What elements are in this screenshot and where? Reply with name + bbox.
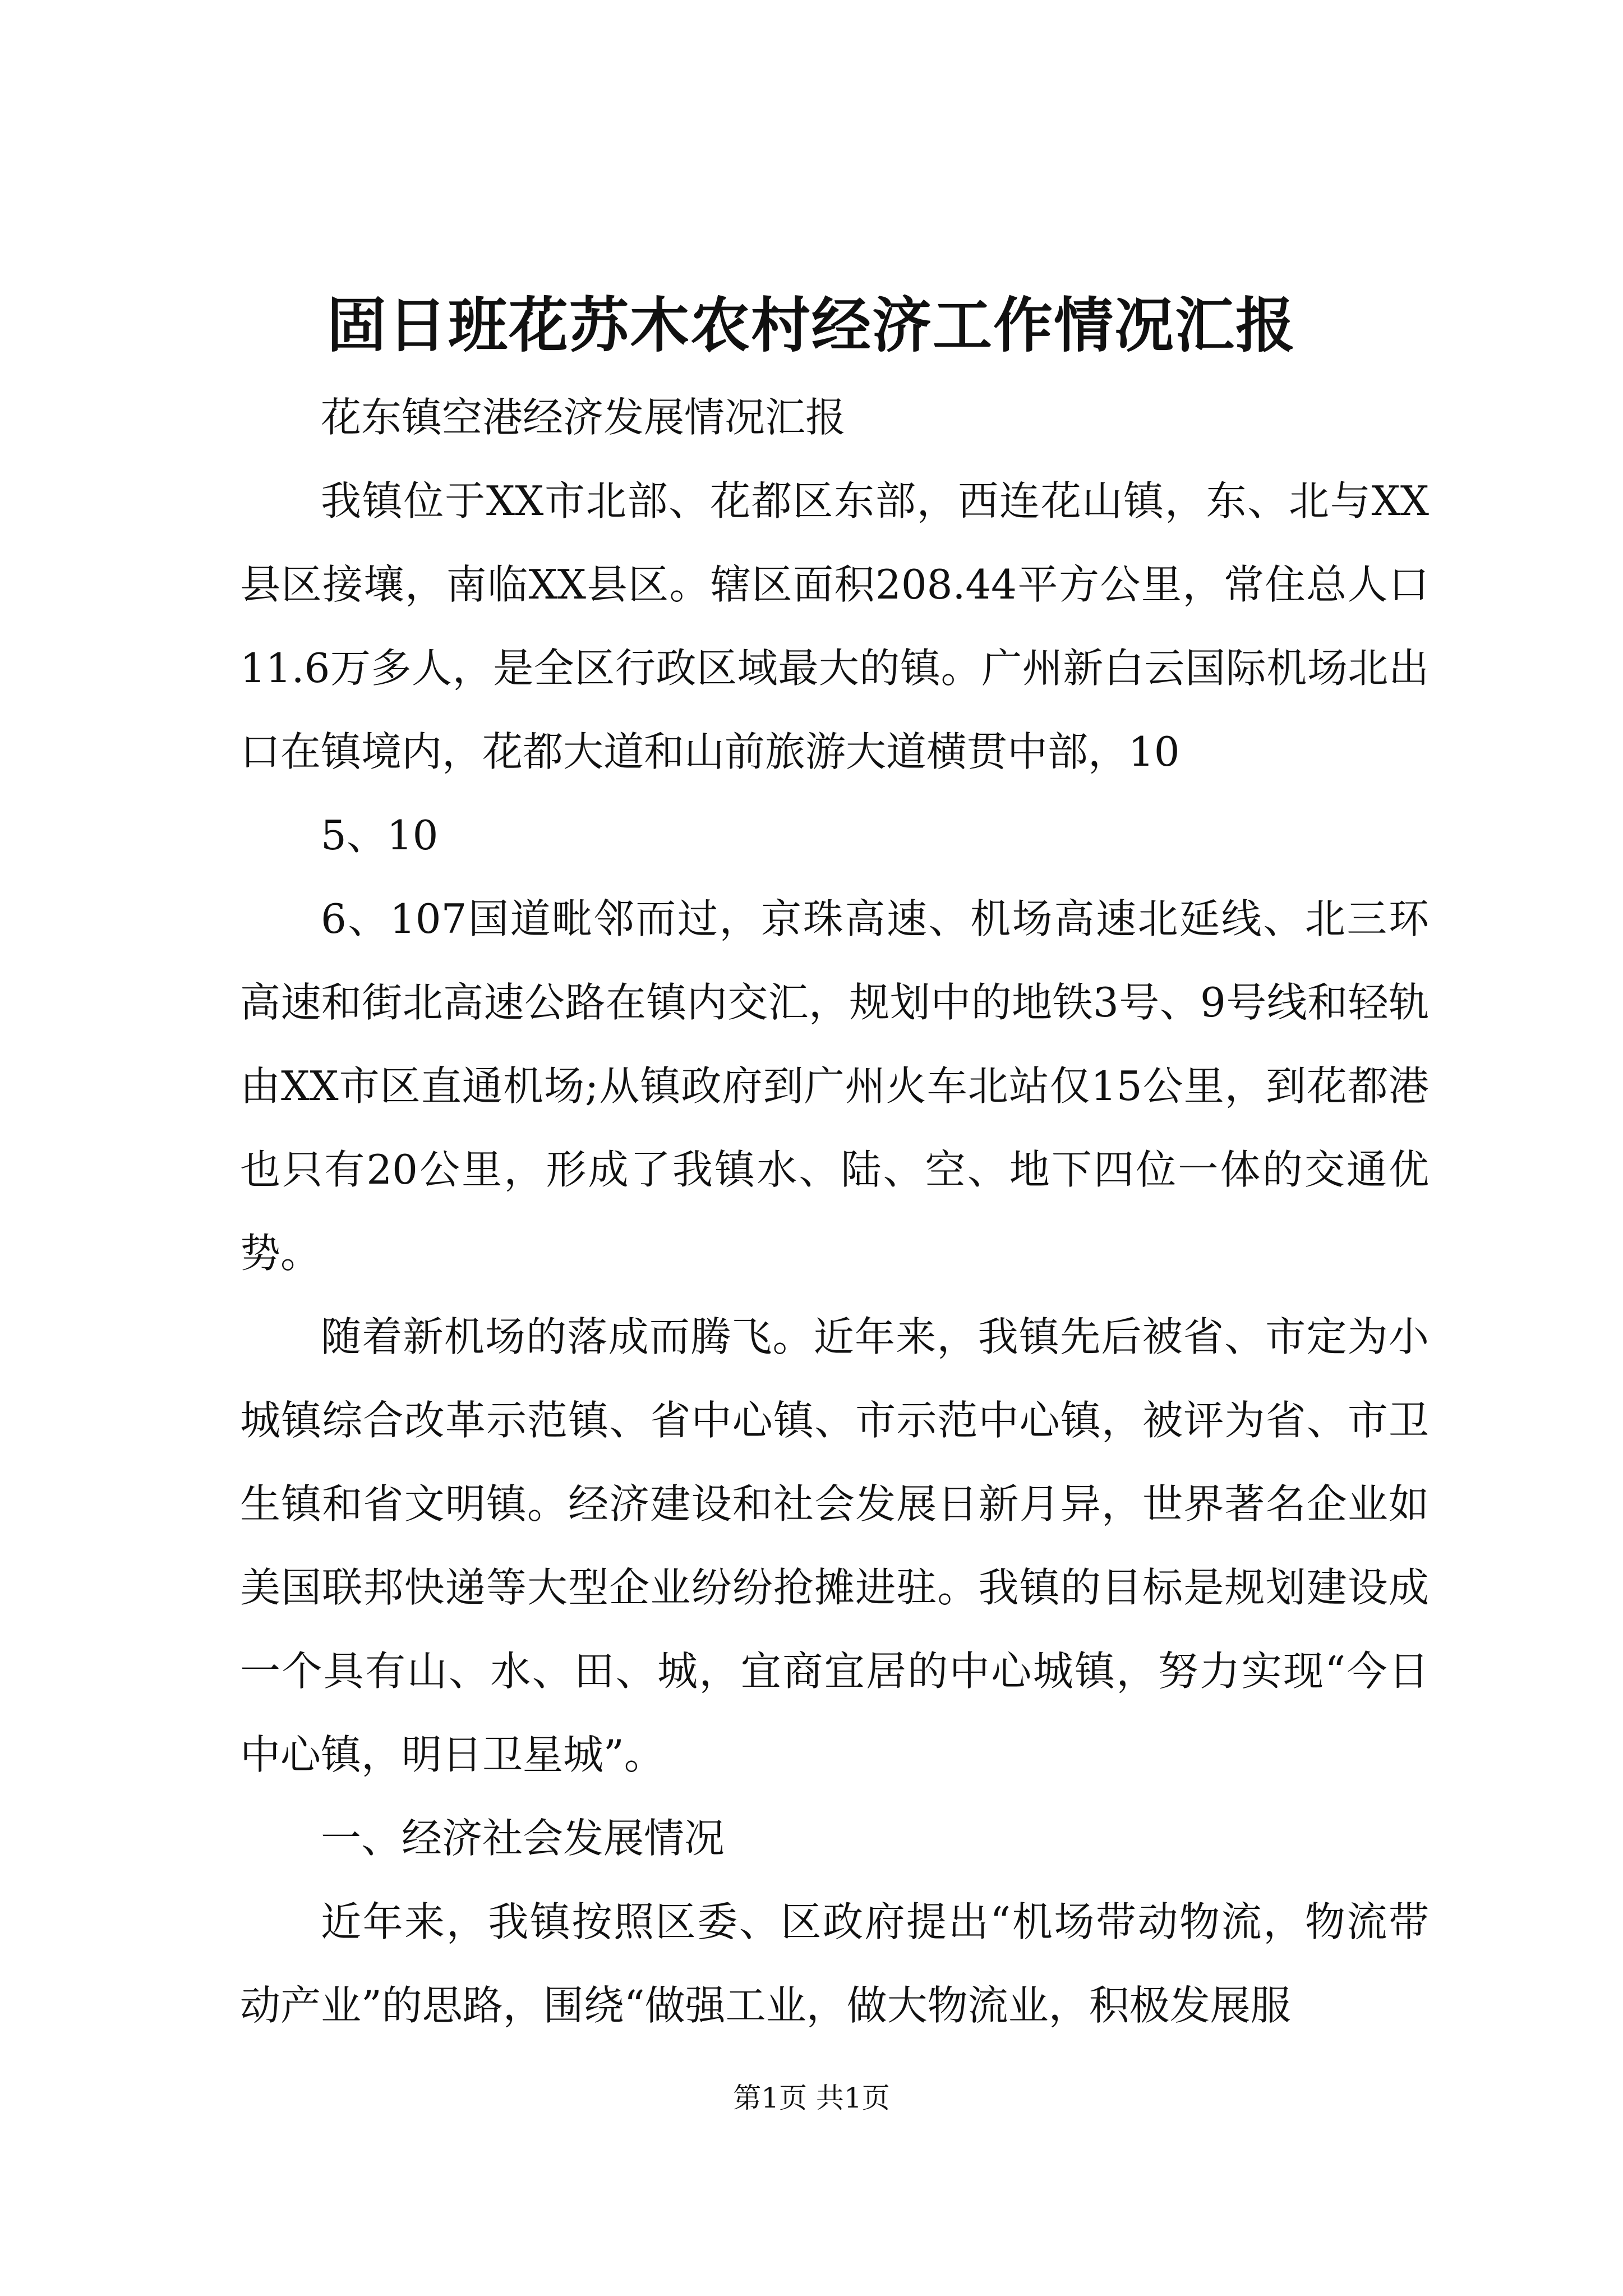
document-title: 固日班花苏木农村经济工作情况汇报 [327, 290, 1296, 360]
page-footer: 第1页 共1页 [733, 2082, 890, 2114]
paragraph-subtitle: 花东镇空港经济发展情况汇报 [321, 394, 846, 441]
paragraph-development: 随着新机场的落成而腾飞。近年来，我镇先后被省、市定为小城镇综合改革示范镇、省中心镇、市示范中心镇，被评为省、市卫生镇和省文明镇。经济建设和社会发展日新月异，世界著名企业如美国联邦快递等大型企业纷纷抢摊进驻。我镇的目标是规划建设成一个具有山、水、田、城，宜商宜居的中心城镇，努力实现“今日中心镇，明日卫星城”。 [240, 1313, 1429, 1778]
paragraph-road-number: 5、10 [321, 812, 439, 859]
paragraph-recent-years: 近年来，我镇按照区委、区政府提出“机场带动物流，物流带动产业”的思路，围绕“做强工业，做大物流业，积极发展服 [240, 1898, 1429, 2029]
document-body [240, 376, 1429, 2047]
paragraph-transport: 6、107国道毗邻而过，京珠高速、机场高速北延线、北三环高速和街北高速公路在镇内交汇，规划中的地铁3号、9号线和轻轨由XX市区直通机场;从镇政府到广州火车北站仅15公里，到花都港也只有20公里，形成了我镇水、陆、空、地下四位一体的交通优势。 [240, 895, 1429, 1277]
section-heading: 一、经济社会发展情况 [321, 1815, 725, 1862]
paragraph-location: 我镇位于XX市北部、花都区东部，西连花山镇，东、北与XX县区接壤，南临XX县区。辖区面积208.44平方公里，常住总人口11.6万多人，是全区行政区域最大的镇。广州新白云国际机场北出口在镇境内，花都大道和山前旅游大道横贯中部，10 [240, 477, 1429, 775]
